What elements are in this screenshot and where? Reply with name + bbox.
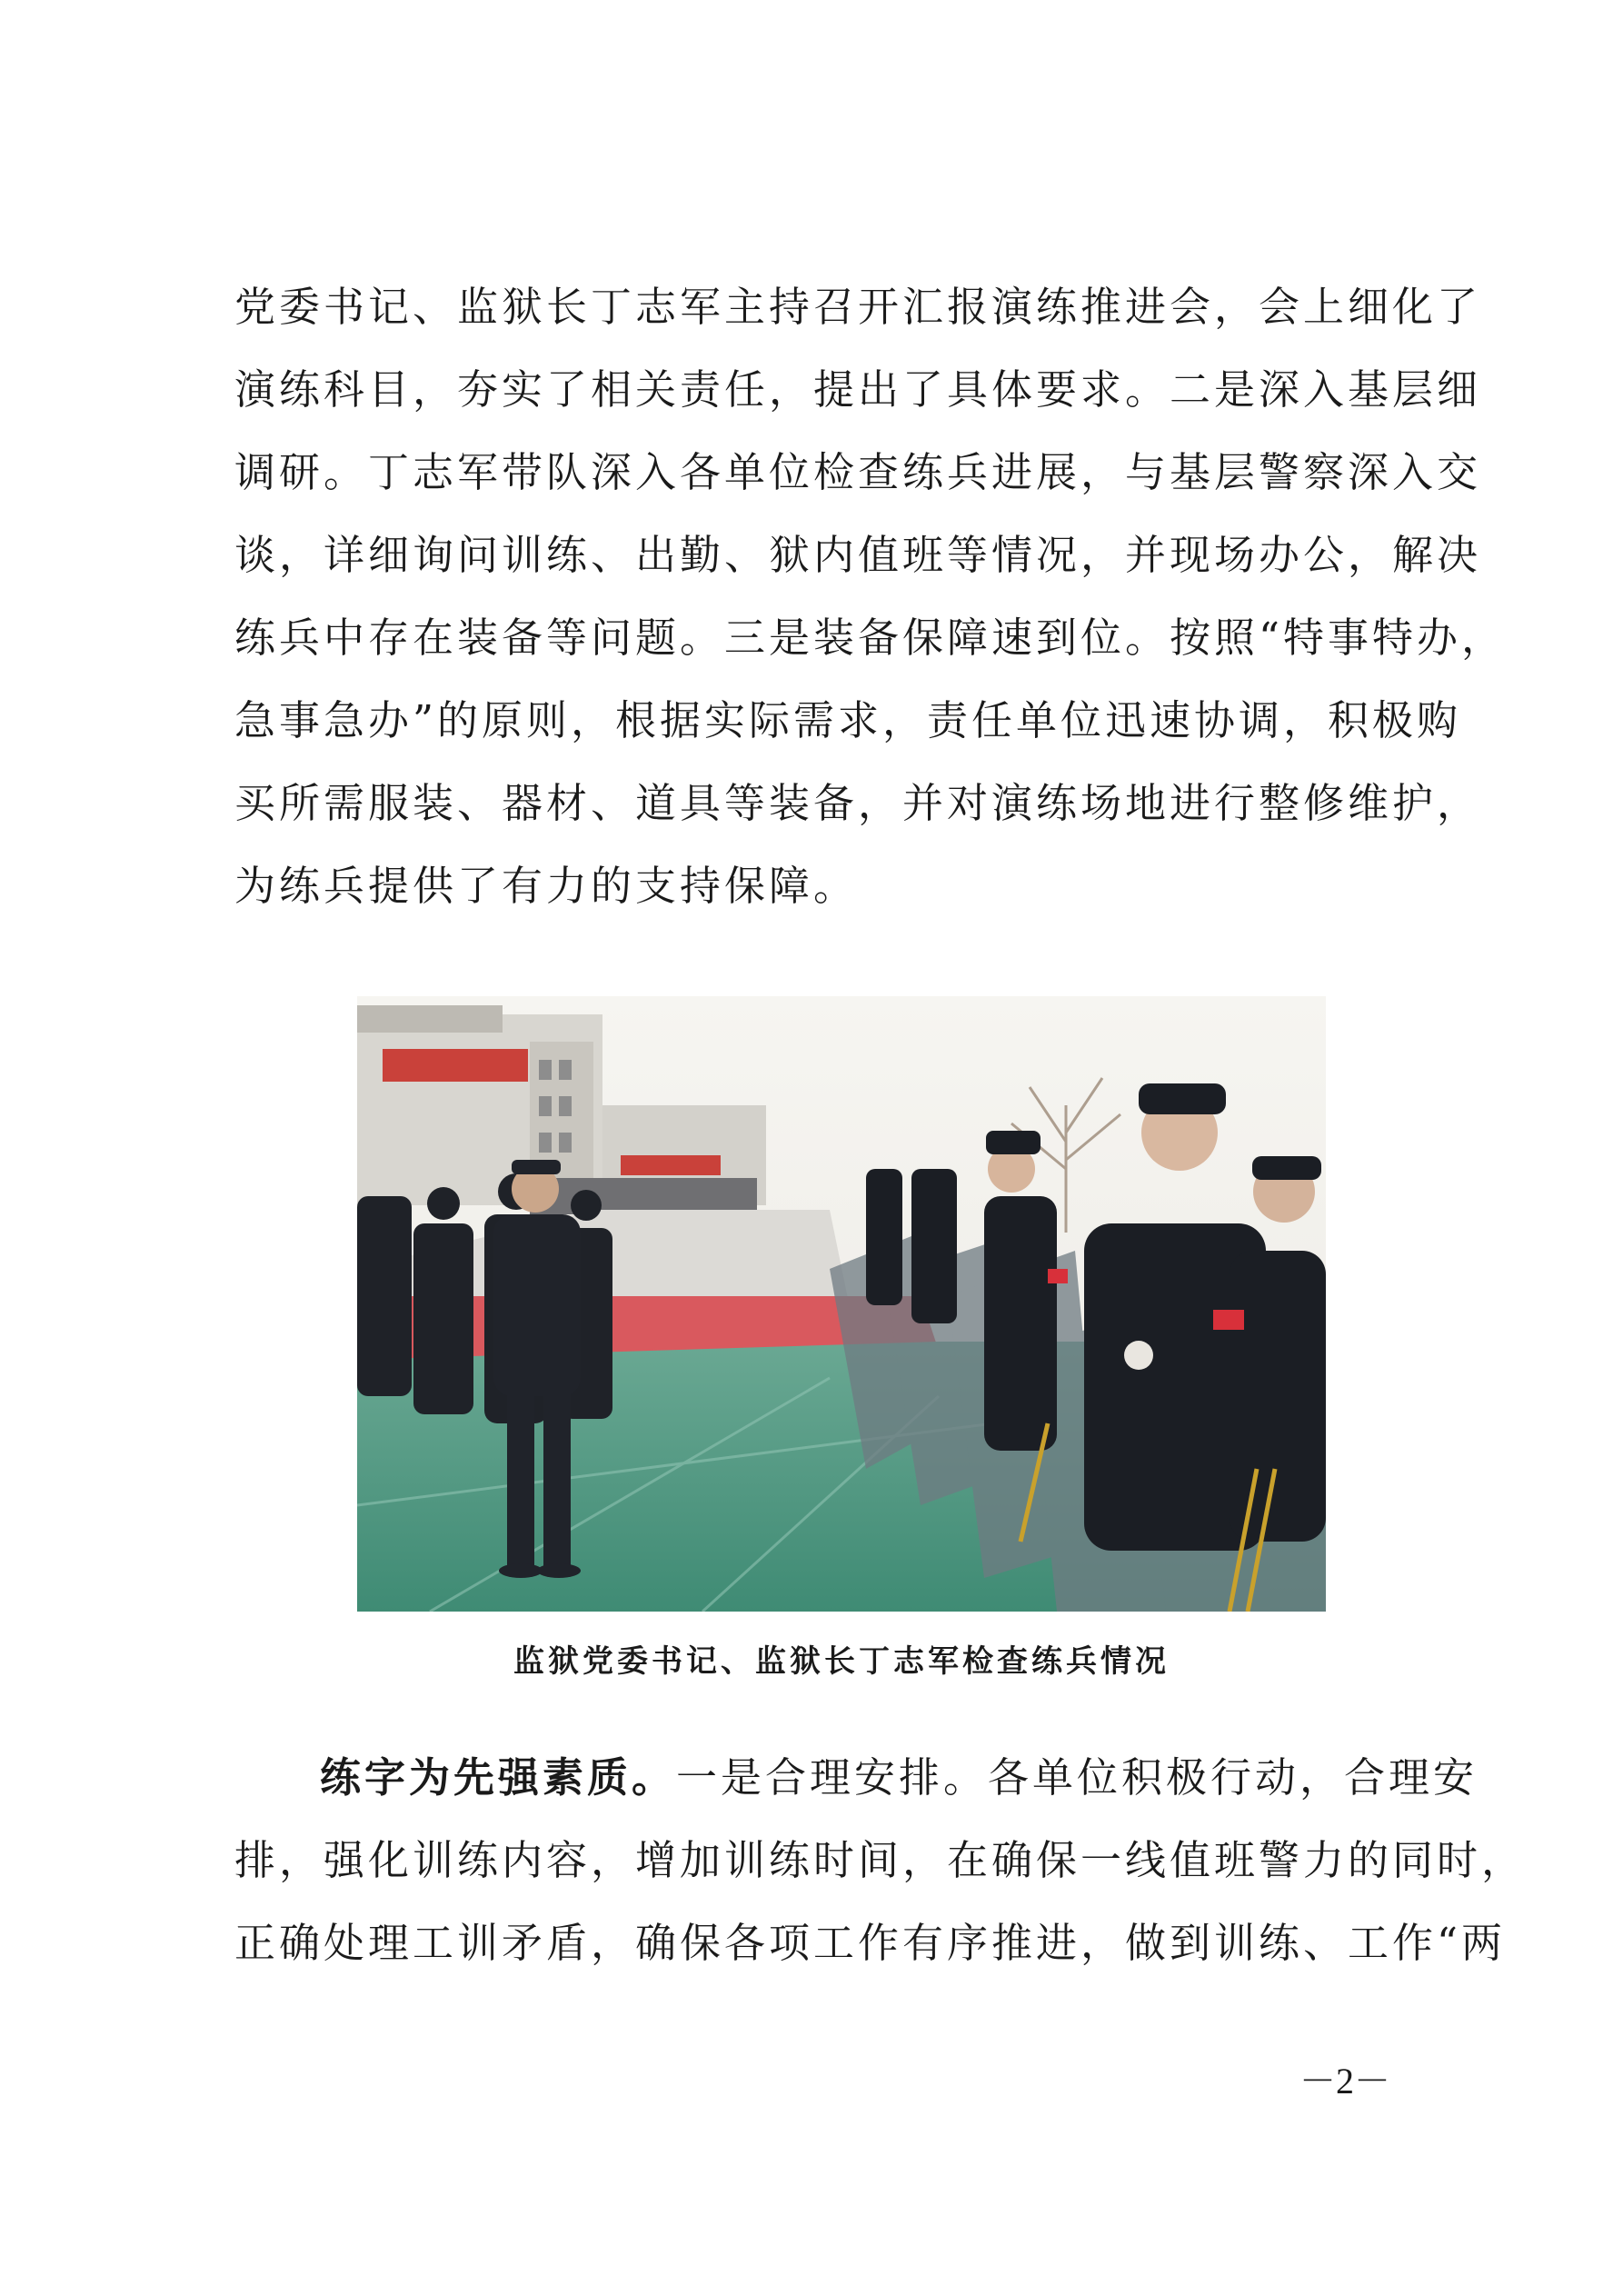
paragraph-2 <box>234 1736 1527 1984</box>
photo-inspection <box>357 996 1326 1612</box>
photo-illustration <box>357 996 1326 1612</box>
section-lead: 练字为先强素质。 <box>320 1753 677 1802</box>
text-line: 急事急办”的原则，根据实际需求，责任单位迅速协调，积极购 <box>234 696 1462 744</box>
text-line: 调研。丁志军带队深入各单位检查练兵进展，与基层警察深入交 <box>234 448 1482 496</box>
text-line: 为练兵提供了有力的支持保障。 <box>234 862 859 910</box>
page-number: －2－ <box>1299 2061 1390 2101</box>
photo-caption: 监狱党委书记、监狱长丁志军检查练兵情况 <box>513 1643 1170 1680</box>
text-run: 一是合理安排。各单位积极行动，合理安 <box>676 1753 1479 1802</box>
text-line: 谈，详细询问训练、出勤、狱内值班等情况，并现场办公，解决 <box>234 531 1482 579</box>
paragraph-1 <box>234 265 1507 927</box>
text-line: 排，强化训练内容，增加训练时间，在确保一线值班警力的同时， <box>234 1836 1527 1884</box>
text-line: 练兵中存在装备等问题。三是装备保障速到位。按照“特事特办， <box>234 614 1507 662</box>
text-line: 正确处理工训矛盾，确保各项工作有序推进，做到训练、工作“两 <box>234 1919 1507 1967</box>
text-line: 演练科目，夯实了相关责任，提出了具体要求。二是深入基层细 <box>234 365 1482 414</box>
text-line: 买所需服装、器材、道具等装备，并对演练场地进行整修维护， <box>234 779 1482 827</box>
text-line <box>234 1736 1479 1819</box>
text-line: 党委书记、监狱长丁志军主持召开汇报演练推进会，会上细化了 <box>234 283 1482 331</box>
